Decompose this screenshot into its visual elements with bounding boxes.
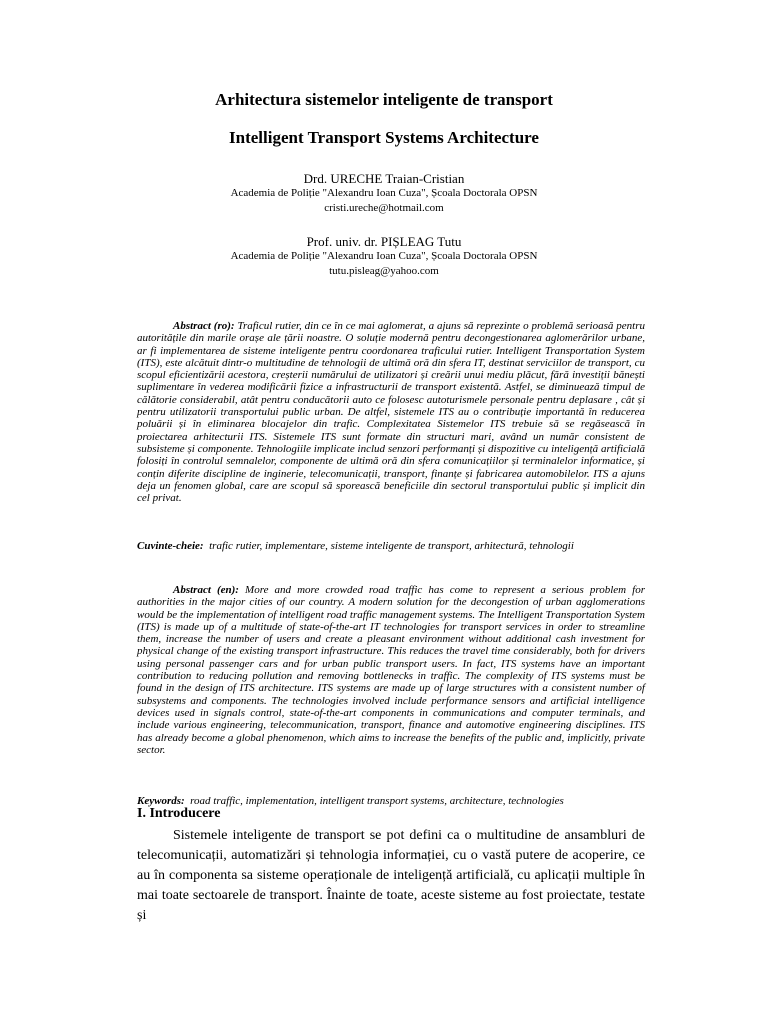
author-affiliation: Academia de Poliție "Alexandru Ioan Cuza", Școala Doctorala OPSN (230, 250, 538, 262)
abstract-label: Abstract (ro): (173, 320, 235, 332)
keywords-text: road traffic, implementation, intelligent transport systems, architecture, technologies (190, 795, 564, 807)
author-affiliation: Academia de Poliție "Alexandru Ioan Cuza", Școala Doctorala OPSN (230, 187, 538, 199)
keywords-romanian (137, 540, 657, 552)
abstract-romanian (137, 320, 645, 504)
keywords-label: Cuvinte-cheie: (137, 540, 204, 552)
section-heading: I. Introducere (137, 806, 221, 821)
author-block-2 (0, 234, 768, 279)
abstract-text: Traficul rutier, din ce în ce mai aglomerat, a ajuns să reprezinte o problemă serioasă pentru autoritățile din marile orașe ale țării noastre. O soluție modernă pentru decongestionarea aglomerărilor urbane, ar fi implementarea de sisteme inteligente pentru coordonarea traficului rutier. Intelligent Transportation System (ITS), este alcătuit dintr-o multitudine de tehnologii de ultimă oră din sfera IT, destinat serviciilor de transport, cu scopul eficientizării acestora, creșterii numărului de utilizatori și creării unui mediu plăcut, fără investiții bănești suplimentare în vederea modificării fizice a infrastructurii de transport existentă. Astfel, se diminuează timpul de călătorie considerabil, atât pentru conducătorii auto ce folosesc autoturismele personale pentru deplasare , cât și pentru utilizatorii transportului public urban. De altfel, sistemele ITS au o contribuție importantă în reducerea poluării și în eliminarea blocajelor din trafic. Complexitatea Sistemelor ITS trebuie să se regăsească în proiectarea arhitecturii ITS. Sistemele ITS sunt formate din structuri mari, având un număr consistent de subsisteme și componente. Tehnologiile implicate includ senzori performanți și dispozitive cu inteligență artificială folosiți în controlul semnalelor, componente de ultimă oră din sfera comunicațiilor și terminalelor informatice, și conțin diferite discipline de inginerie, telecomunicații, transport, finanțe și fabricarea automobilelor. ITS a ajuns deja un fenomen global, care are scopul să sporească beneficiile din sectorul transportului public și implicit din cel privat. (137, 320, 645, 505)
abstract-text: More and more crowded road traffic has come to represent a serious problem for authorities in the major cities of our country. A modern solution for the decongestion of urban agglomerations would be the implementation of intelligent road traffic management systems. The Intelligent Transportation System (ITS) is made up of a multitude of state-of-the-art IT technologies for transport services in order to streamline them, increase the number of users and create a pleasant environment without additional cash investment for physical change of the existing transport infrastructure. This reduces the travel time considerably, both for drivers using personal passenger cars and for urban public transport users. In fact, ITS systems have an important contribution to reducing pollution and removing bottlenecks in traffic. The complexity of ITS systems must be found in the design of ITS architecture. ITS systems are made up of large structures with a consistent number of subsystems and components. The technologies involved include performance sensors and artificial intelligence devices used in signals control, state-of-the-art components in communications and computer terminals, and include various engineering, telecommunication, transport, finance and automotive engineering disciplines. ITS has already become a global phenomenon, which aims to increase the benefits of the public and, implicitly, private sector. (137, 584, 646, 756)
section-body: Sistemele inteligente de transport se pot defini ca o multitudine de ansambluri de telecomunicații, automatizări și tehnologia informației, cu o vastă putere de acoperire, ce au în componenta sa sisteme operaționale de inteligență artificială, cu aplicații multiple în mai toate sectoarele de transport. Înainte de toate, aceste sisteme au fost proiectate, testate și (137, 828, 645, 923)
keywords-label: Keywords: (137, 795, 185, 807)
author-email: cristi.ureche@hotmail.com (324, 202, 444, 214)
keywords-text: trafic rutier, implementare, sisteme inteligente de transport, arhitectură, tehnologii (209, 540, 574, 552)
title-romanian: Arhitectura sistemelor inteligente de transport (215, 90, 553, 109)
abstract-english (137, 584, 645, 756)
author-block-1 (0, 171, 768, 216)
abstract-label: Abstract (en): (173, 584, 239, 596)
author-email: tutu.pisleag@yahoo.com (329, 265, 439, 277)
author-name: Drd. URECHE Traian-Cristian (303, 171, 465, 186)
author-name: Prof. univ. dr. PIȘLEAG Tutu (306, 234, 462, 249)
title-english: Intelligent Transport Systems Architecture (229, 128, 539, 147)
